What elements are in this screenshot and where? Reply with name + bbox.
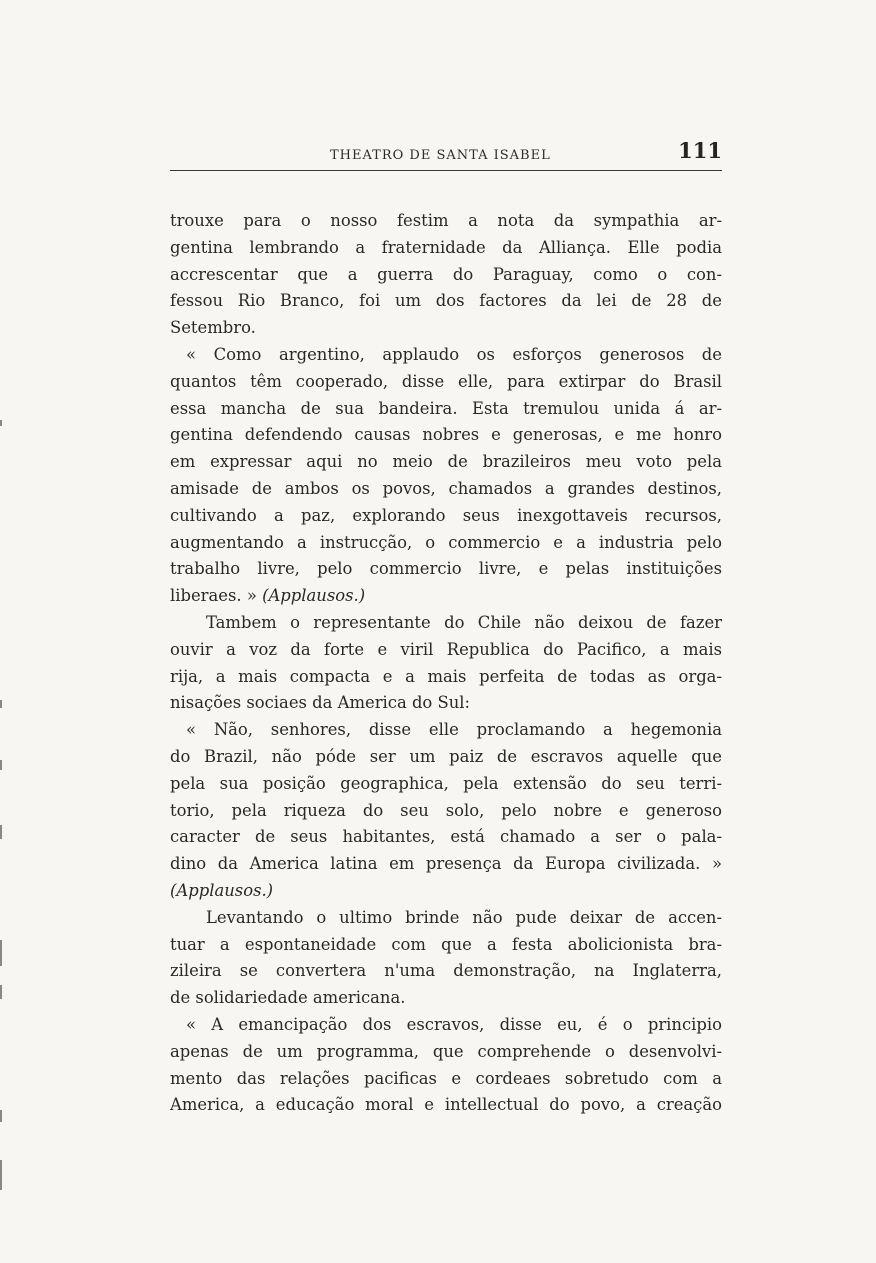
text-line: augmentando a instrucção, o commercio e a industria pelo [170, 532, 722, 552]
text-line: torio, pela riqueza do seu solo, pelo nobre e generoso [170, 800, 722, 820]
text-line [170, 583, 722, 610]
text-line: apenas de um programma, que comprehende o desenvolvi- [170, 1041, 722, 1061]
text-line: Setembro. [170, 318, 256, 338]
scan-edge-marks [0, 0, 6, 1263]
text-line: em expressar aqui no meio de brazileiros meu voto pela [170, 452, 722, 472]
text-line: trabalho livre, pelo commercio livre, e pelas instituições [170, 559, 722, 579]
text-line: rija, a mais compacta e a mais perfeita de todas as orga- [170, 666, 722, 686]
text-line: dino da America latina em presença da Europa civilizada. » [170, 854, 722, 874]
applause-note: (Applausos.) [262, 586, 366, 606]
text-line: Levantando o ultimo brinde não pude deixar de accen- [206, 907, 722, 927]
text-line: gentina defendendo causas nobres e generosas, e me honro [170, 425, 722, 445]
text-line: trouxe para o nosso festim a nota da sympathia ar- [170, 211, 722, 230]
text-line: quantos têm cooperado, disse elle, para extirpar do Brasil [170, 371, 722, 391]
text-line: caracter de seus habitantes, está chamado a ser o pala- [170, 827, 722, 847]
text-line: « Não, senhores, disse elle proclamando a hegemonia [186, 720, 722, 740]
text-line: de solidariedade americana. [170, 988, 406, 1008]
text-line: fessou Rio Branco, foi um dos factores da lei de 28 de [170, 291, 722, 311]
text-line: mento das relações pacificas e cordeaes sobretudo com a [170, 1068, 722, 1088]
text-line: pela sua posição geographica, pela extensão do seu terri- [170, 773, 722, 793]
page-header [170, 138, 722, 172]
text-line: « Como argentino, applaudo os esforços generosos de [186, 344, 722, 364]
page-number: 111 [678, 138, 722, 163]
text-line: tuar a espontaneidade com que a festa abolicionista bra- [170, 934, 722, 954]
text-line: cultivando a paz, explorando seus inexgottaveis recursos, [170, 505, 722, 525]
applause-note: (Applausos.) [170, 880, 274, 900]
running-title: THEATRO DE SANTA ISABEL [330, 148, 551, 163]
text-line: accrescentar que a guerra do Paraguay, como o con- [170, 264, 722, 284]
text-line: zileira se convertera n'uma demonstração, na Inglaterra, [170, 961, 722, 981]
text-line [170, 878, 722, 905]
text-line: America, a educação moral e intellectual do povo, a creação [170, 1095, 722, 1115]
text-line: do Brazil, não póde ser um paiz de escravos aquelle que [170, 746, 722, 766]
text-line: « A emancipação dos escravos, disse eu, é o principio [186, 1014, 722, 1034]
text-line: essa mancha de sua bandeira. Esta tremulou unida á ar- [170, 398, 722, 418]
text-line: Tambem o representante do Chile não deixou de fazer [206, 612, 722, 632]
text-line-lead: liberaes. » [170, 586, 263, 606]
header-rule [170, 170, 722, 171]
text-line: nisações sociaes da America do Sul: [170, 693, 471, 713]
text-line: ouvir a voz da forte e viril Republica do Pacifico, a mais [170, 639, 722, 659]
text-line: gentina lembrando a fraternidade da Alliança. Elle podia [170, 237, 722, 257]
text-line: amisade de ambos os povos, chamados a grandes destinos, [170, 478, 722, 498]
body-text [170, 208, 722, 1119]
